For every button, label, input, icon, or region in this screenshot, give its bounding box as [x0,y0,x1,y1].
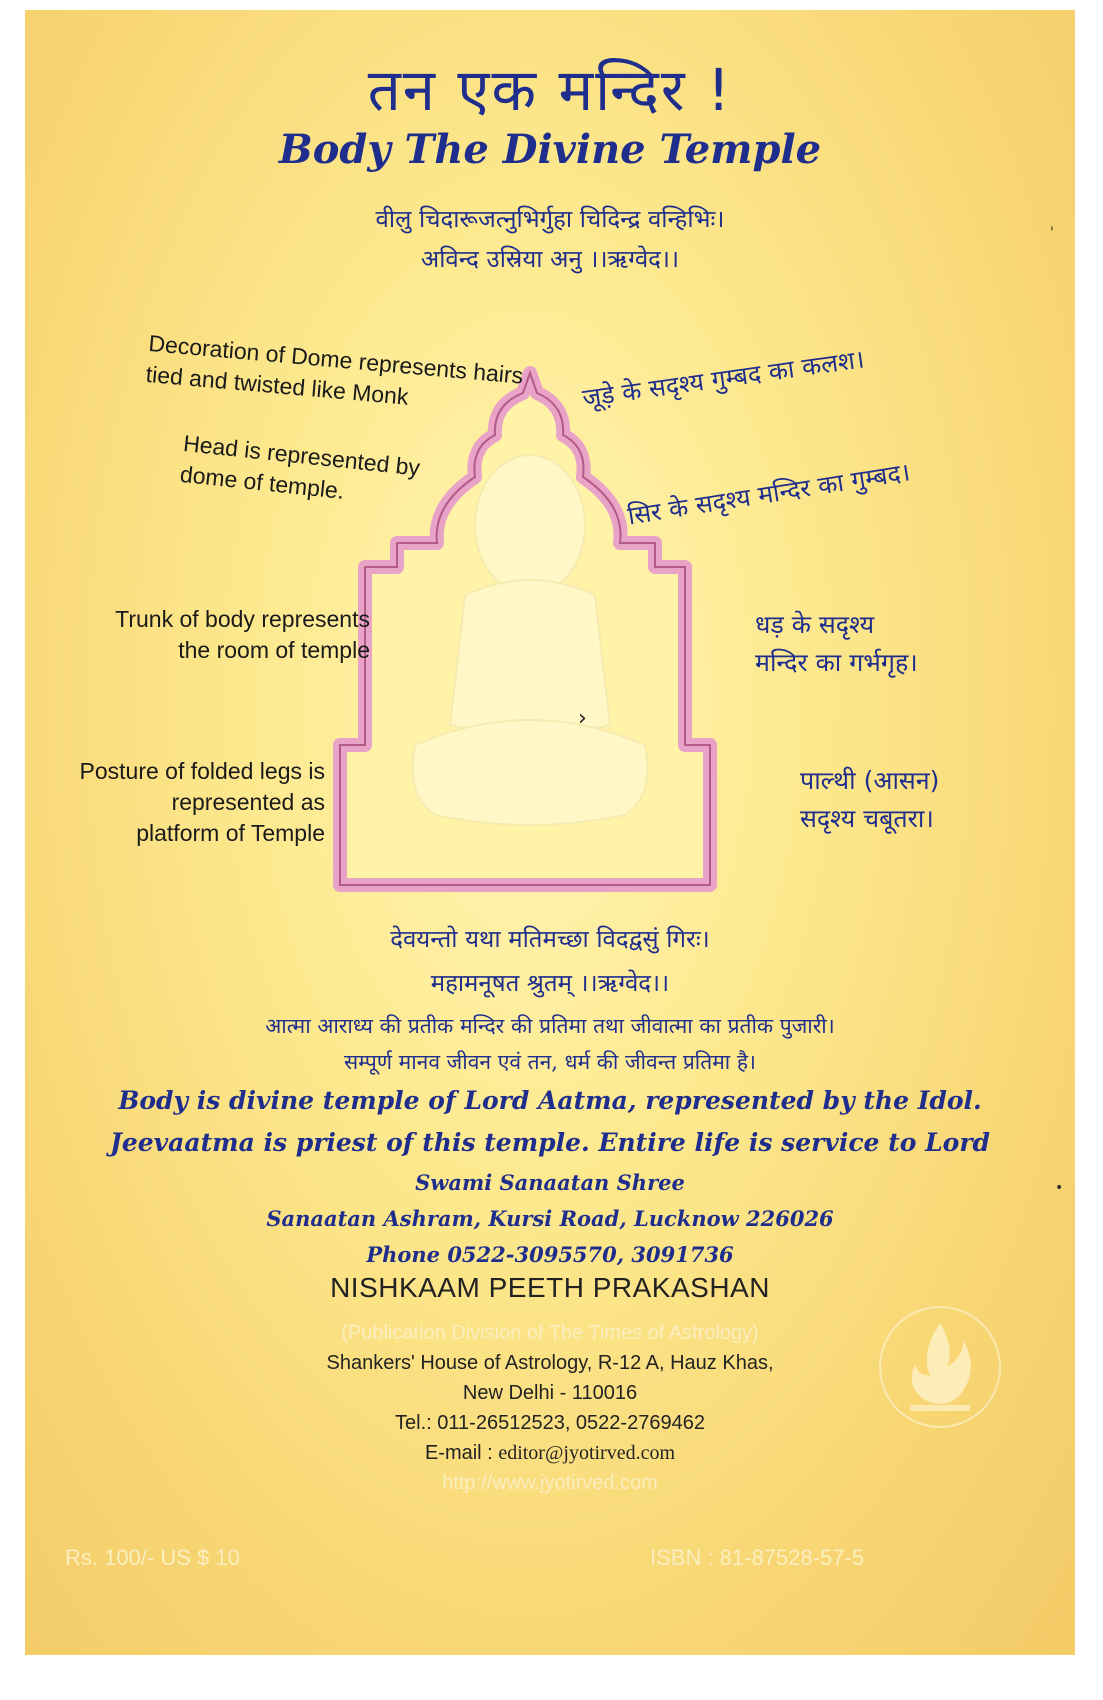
label-head-hi: सिर के सदृश्य मन्दिर का गुम्बद। [625,457,913,531]
scan-mark: ' [1050,225,1054,241]
label-legs-en-line-3: platform of Temple [136,820,325,846]
hindi-paragraph-1: आत्मा आराध्य की प्रतीक मन्दिर की प्रतिमा तथा जीवात्मा का प्रतीक पुजारी। [265,1014,835,1038]
label-trunk-en-line-1: Trunk of body represents [115,606,370,632]
label-legs-hi-line-2: सदृश्य चबूतरा। [800,804,934,833]
price: Rs. 100/- US $ 10 [65,1545,240,1570]
label-trunk-hi-line-1: धड़ के सदृश्य [755,610,875,639]
hindi-title: तन एक मन्दिर ! [367,56,733,124]
rigveda-verse2-line-1: देवयन्तो यथा मतिमच्छा विदद्वसुं गिरः। [390,925,710,953]
small-mark: › [578,706,587,731]
author-name: Swami Sanaatan Shree [415,1170,685,1195]
label-dome-decoration-hi: जूड़े के सदृश्य गुम्बद का कलश। [580,344,867,413]
label-trunk-hi [755,606,1055,682]
label-legs-en-line-2: represented as [171,789,325,815]
english-title: Body The Divine Temple [278,126,822,173]
isbn: ISBN : 81-87528-57-5 [650,1545,865,1570]
label-trunk-en [25,604,370,666]
author-address: Sanaatan Ashram, Kursi Road, Lucknow 226026 [266,1206,834,1231]
english-paragraph-2: Jeevaatma is priest of this temple. Entire life is service to Lord [110,1128,990,1157]
hindi-paragraph-2: सम्पूर्ण मानव जीवन एवं तन, धर्म की जीवन्त प्रतिमा है। [344,1050,756,1074]
publisher-flame-emblem-icon [875,1295,1005,1445]
label-legs-hi-line-1: पाल्थी (आसन) [800,766,940,795]
publisher-tel: Tel.: 011-26512523, 0522-2769462 [395,1412,705,1434]
email-address[interactable]: editor@jyotirved.com [498,1442,676,1464]
label-legs-en [25,756,325,849]
publisher-name: NISHKAAM PEETH PRAKASHAN [330,1272,770,1303]
publisher-address-2: New Delhi - 110016 [462,1382,638,1404]
author-phone: Phone 0522-3095570, 3091736 [366,1242,734,1267]
label-dome-decoration-en: Decoration of Dome represents hairs tied and twisted like Monk [144,329,525,410]
temple-illustration [325,365,745,905]
email-label: E-mail : [424,1442,493,1464]
label-trunk-en-line-2: the room of temple [178,637,370,663]
publisher-email-row [25,1442,1075,1465]
back-cover [25,10,1075,1655]
label-legs-en-line-1: Posture of folded legs is [79,758,325,784]
rigveda-verse-line-2: अविन्द उस्रिया अनु ।।ऋग्वेद।। [420,245,680,273]
rigveda-verse2-line-2: महामनूषत श्रुतम् ।।ऋग्वेद।। [430,969,670,997]
english-paragraph-1: Body is divine temple of Lord Aatma, represented by the Idol. [118,1086,982,1115]
label-legs-hi [800,762,1060,838]
publisher-website[interactable]: http://www.jyotirved.com [442,1472,658,1494]
publisher-division: (Publication Division of The Times of Astrology) [341,1322,759,1344]
scan-mark: • [1055,1180,1064,1196]
rigveda-verse-line-1: वीलु चिदारूजत्नुभिर्गुहा चिदिन्द्र वन्हिभिः। [375,205,725,233]
publisher-address-1: Shankers' House of Astrology, R-12 A, Hauz Khas, [326,1352,774,1374]
label-trunk-hi-line-2: मन्दिर का गर्भगृह। [755,648,918,677]
label-head-en: Head is represented by dome of temple. [178,429,422,504]
